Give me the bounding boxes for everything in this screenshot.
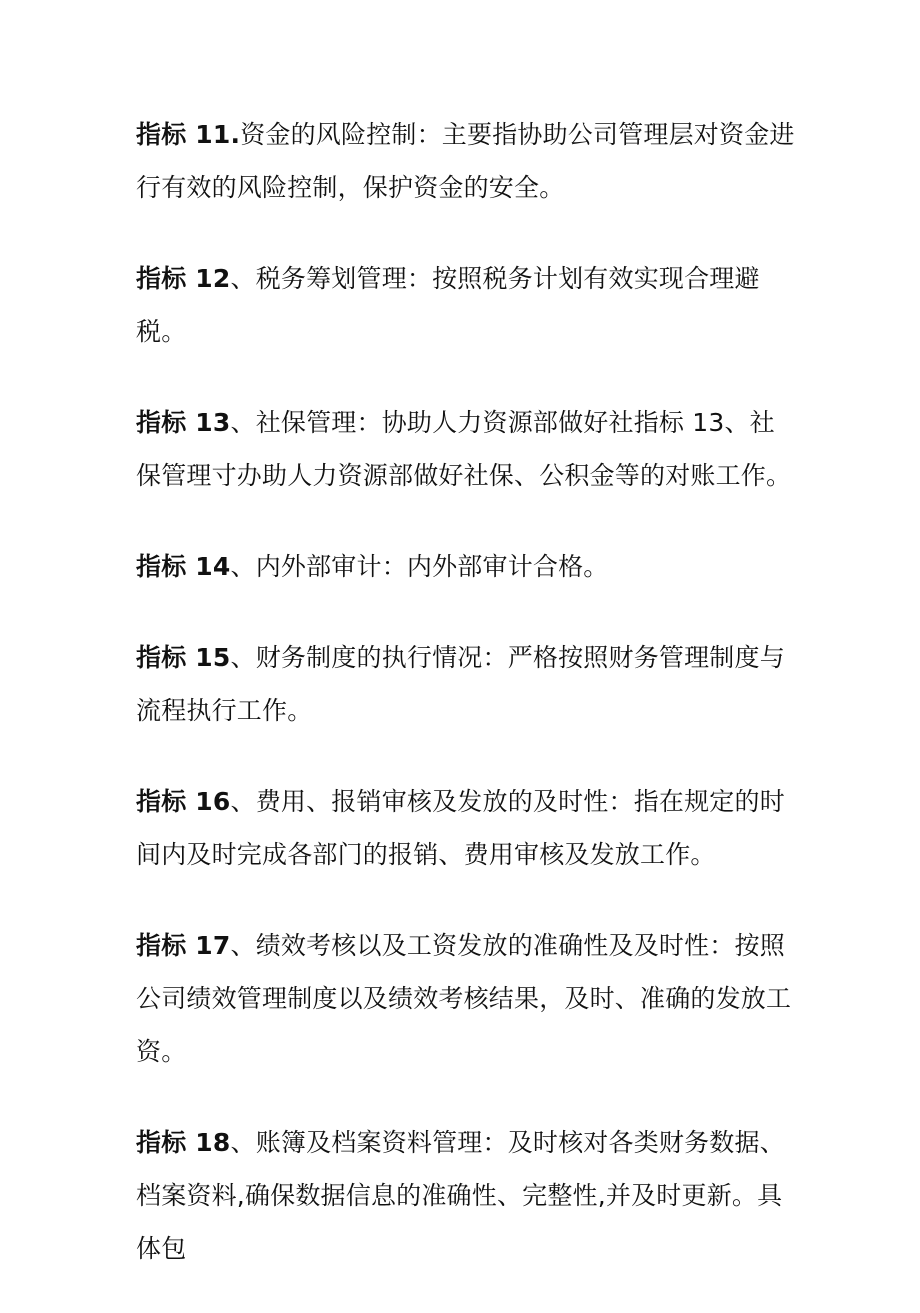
indicator-16 [136, 775, 796, 881]
indicator-label: 指标 13 [136, 408, 231, 437]
indicator-label: 指标 12 [136, 264, 231, 293]
indicator-label: 指标 17 [136, 931, 231, 960]
indicator-text: 资金的风险控制：主要指协助公司管理层对资金进行有效的风险控制，保护资金的安全。 [136, 120, 795, 202]
indicator-text: 、财务制度的执行情况：严格按照财务管理制度与流程执行工作。 [136, 643, 785, 725]
indicator-12 [136, 252, 796, 358]
indicator-label: 指标 16 [136, 787, 231, 816]
indicator-text: 、内外部审计：内外部审计合格。 [230, 552, 609, 581]
indicator-label: 指标 15 [136, 643, 231, 672]
indicator-text: 、社保管理：协助人力资源部做好社指标 13、社保管理寸办助人力资源部做好社保、公积金等的对账工作。 [136, 408, 792, 490]
indicator-14 [136, 540, 796, 593]
indicator-label: 指标 14 [136, 552, 231, 581]
indicator-label: 指标 11. [136, 120, 241, 149]
indicator-15 [136, 631, 796, 737]
indicator-label: 指标 18 [136, 1128, 231, 1157]
indicator-11 [136, 108, 796, 214]
indicator-text: 、费用、报销审核及发放的及时性：指在规定的时间内及时完成各部门的报销、费用审核及发放工作。 [136, 787, 785, 869]
indicator-18 [136, 1116, 796, 1275]
indicator-text: 、绩效考核以及工资发放的准确性及及时性：按照公司绩效管理制度以及绩效考核结果，及时、准确的发放工资。 [136, 931, 792, 1066]
indicator-text: 、账簿及档案资料管理：及时核对各类财务数据、档案资料,确保数据信息的准确性、完整性,并及时更新。具体包 [136, 1128, 785, 1263]
indicator-text: 、税务筹划管理：按照税务计划有效实现合理避税。 [136, 264, 760, 346]
document-body [136, 108, 796, 1313]
indicator-17 [136, 919, 796, 1078]
indicator-13 [136, 396, 796, 502]
